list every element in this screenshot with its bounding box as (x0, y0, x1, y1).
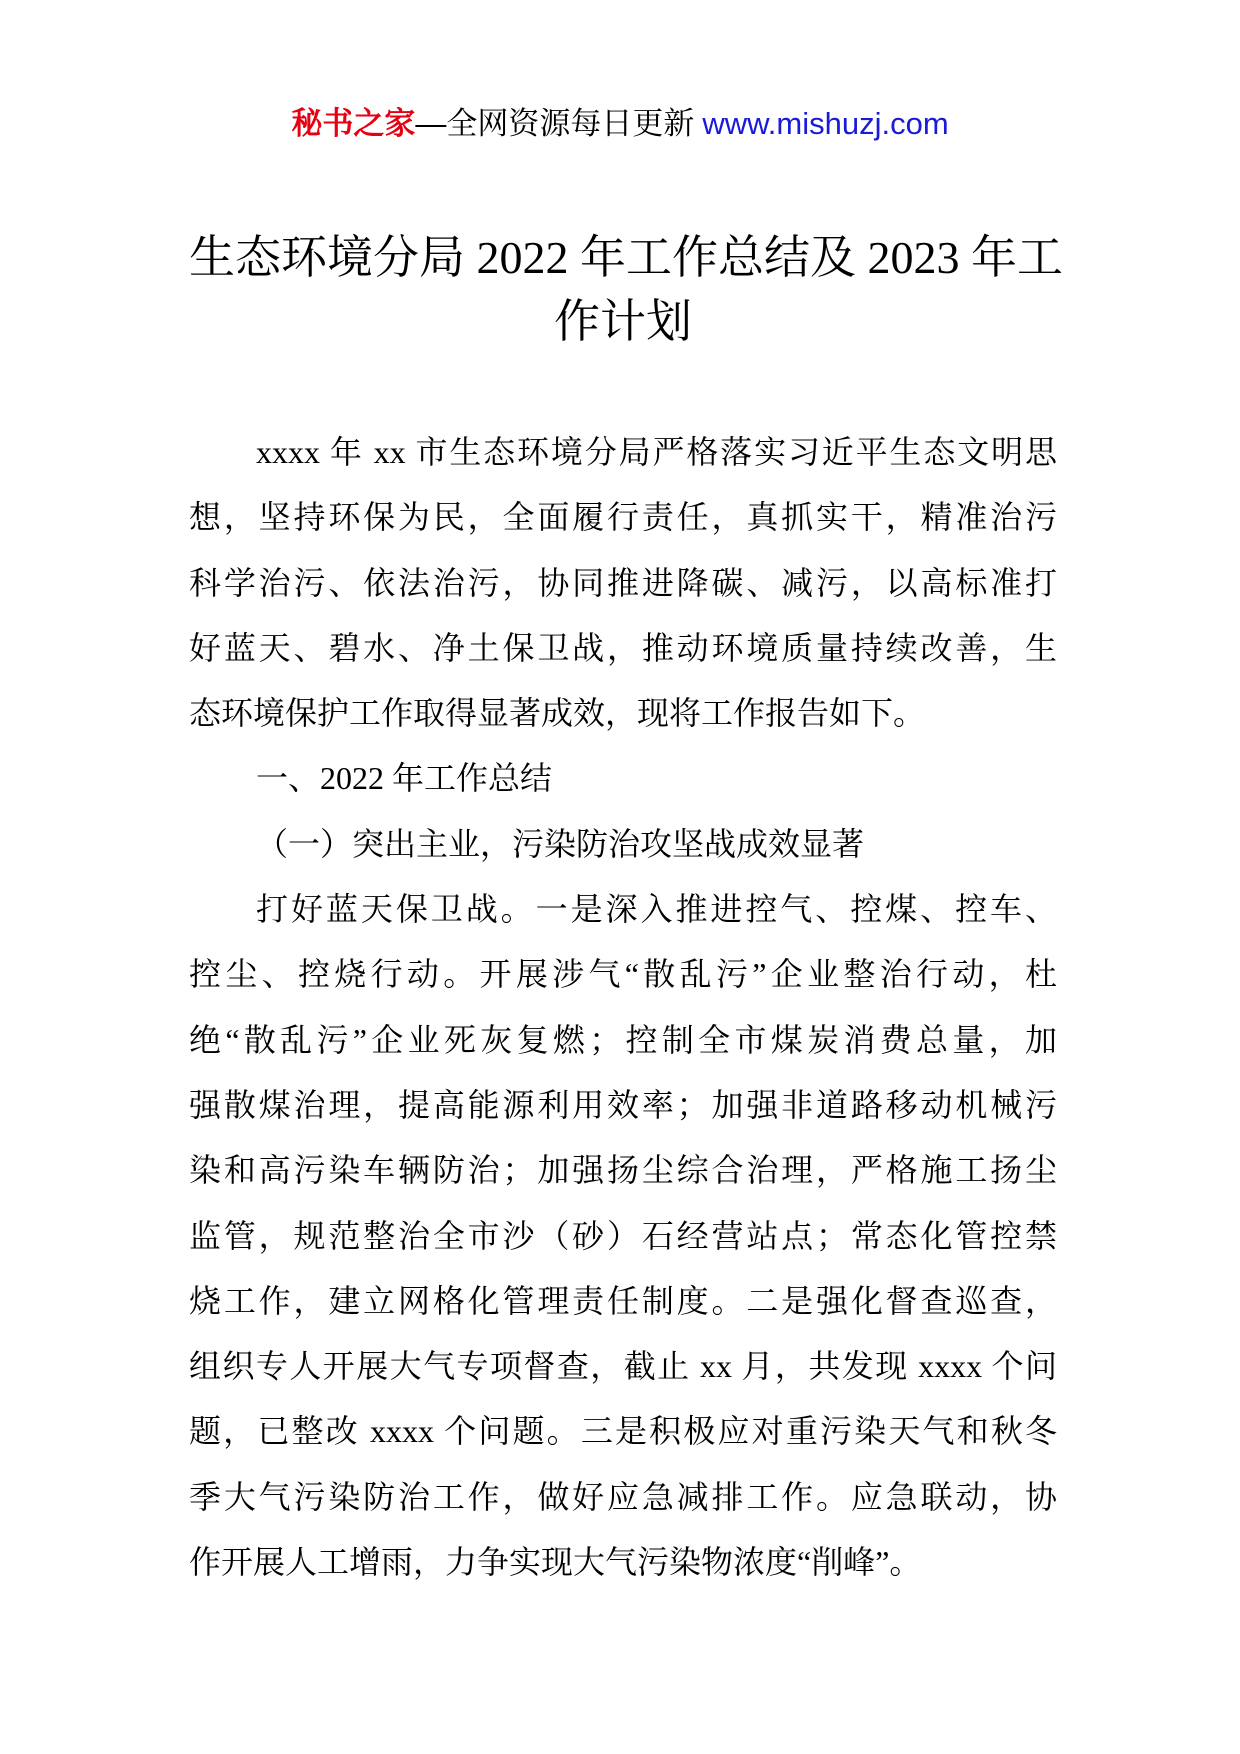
text-line: 态环境保护工作取得显著成效，现将工作报告如下。 (189, 695, 926, 732)
text-line: 想，坚持环保为民，全面履行责任，真抓实干，精准治污 (189, 499, 1057, 536)
document-body (189, 420, 1057, 1595)
text-line: 强散煤治理，提高能源利用效率；加强非道路移动机械污 (189, 1086, 1057, 1123)
text-line: 控尘、控烧行动。开展涉气“散乱污”企业整治行动，杜 (189, 956, 1057, 993)
subsection-heading (189, 812, 1057, 877)
text-line: 作开展人工增雨，力争实现大气污染物浓度“削峰”。 (189, 1544, 922, 1581)
text-line: （一）突出主业，污染防治攻坚战成效显著 (256, 825, 865, 862)
text-line: 好蓝天、碧水、净土保卫战，推动环境质量持续改善，生 (189, 629, 1057, 666)
title-line: 作计划 (554, 296, 692, 347)
text-line: 组织专人开展大气专项督查，截止 xx 月，共发现 xxxx 个问 (189, 1348, 1057, 1385)
text-line: 题，已整改 xxxx 个问题。三是积极应对重污染天气和秋冬 (189, 1413, 1057, 1450)
text-line: 染和高污染车辆防治；加强扬尘综合治理，严格施工扬尘 (189, 1152, 1057, 1189)
text-line: 一、2022 年工作总结 (256, 760, 553, 797)
text-line: 科学治污、依法治污，协同推进降碳、减污，以高标准打 (189, 564, 1057, 601)
paragraph-intro (189, 420, 1057, 746)
header-tagline: —全网资源每日更新 (415, 106, 695, 141)
text-line: xxxx 年 xx 市生态环境分局严格落实习近平生态文明思 (256, 434, 1057, 470)
text-line: 烧工作，建立网格化管理责任制度。二是强化督查巡查， (189, 1282, 1057, 1319)
text-line: 监管，规范整治全市沙（砂）石经营站点；常态化管控禁 (189, 1217, 1057, 1254)
text-line: 打好蓝天保卫战。一是深入推进控气、控煤、控车、 (256, 891, 1057, 928)
text-line: 季大气污染防治工作，做好应急减排工作。应急联动，协 (189, 1478, 1057, 1515)
title-line: 生态环境分局 2022 年工作总结及 2023 年工 (189, 232, 1063, 283)
document-title (189, 226, 1063, 354)
site-url-link[interactable]: www.mishuzj.com (702, 106, 949, 141)
section-heading (189, 746, 1057, 811)
text-line: 绝“散乱污”企业死灰复燃；控制全市煤炭消费总量，加 (189, 1021, 1057, 1058)
paragraph-blue-sky (189, 877, 1057, 1595)
brand-name: 秘书之家 (291, 106, 416, 141)
page-header (0, 100, 1240, 148)
